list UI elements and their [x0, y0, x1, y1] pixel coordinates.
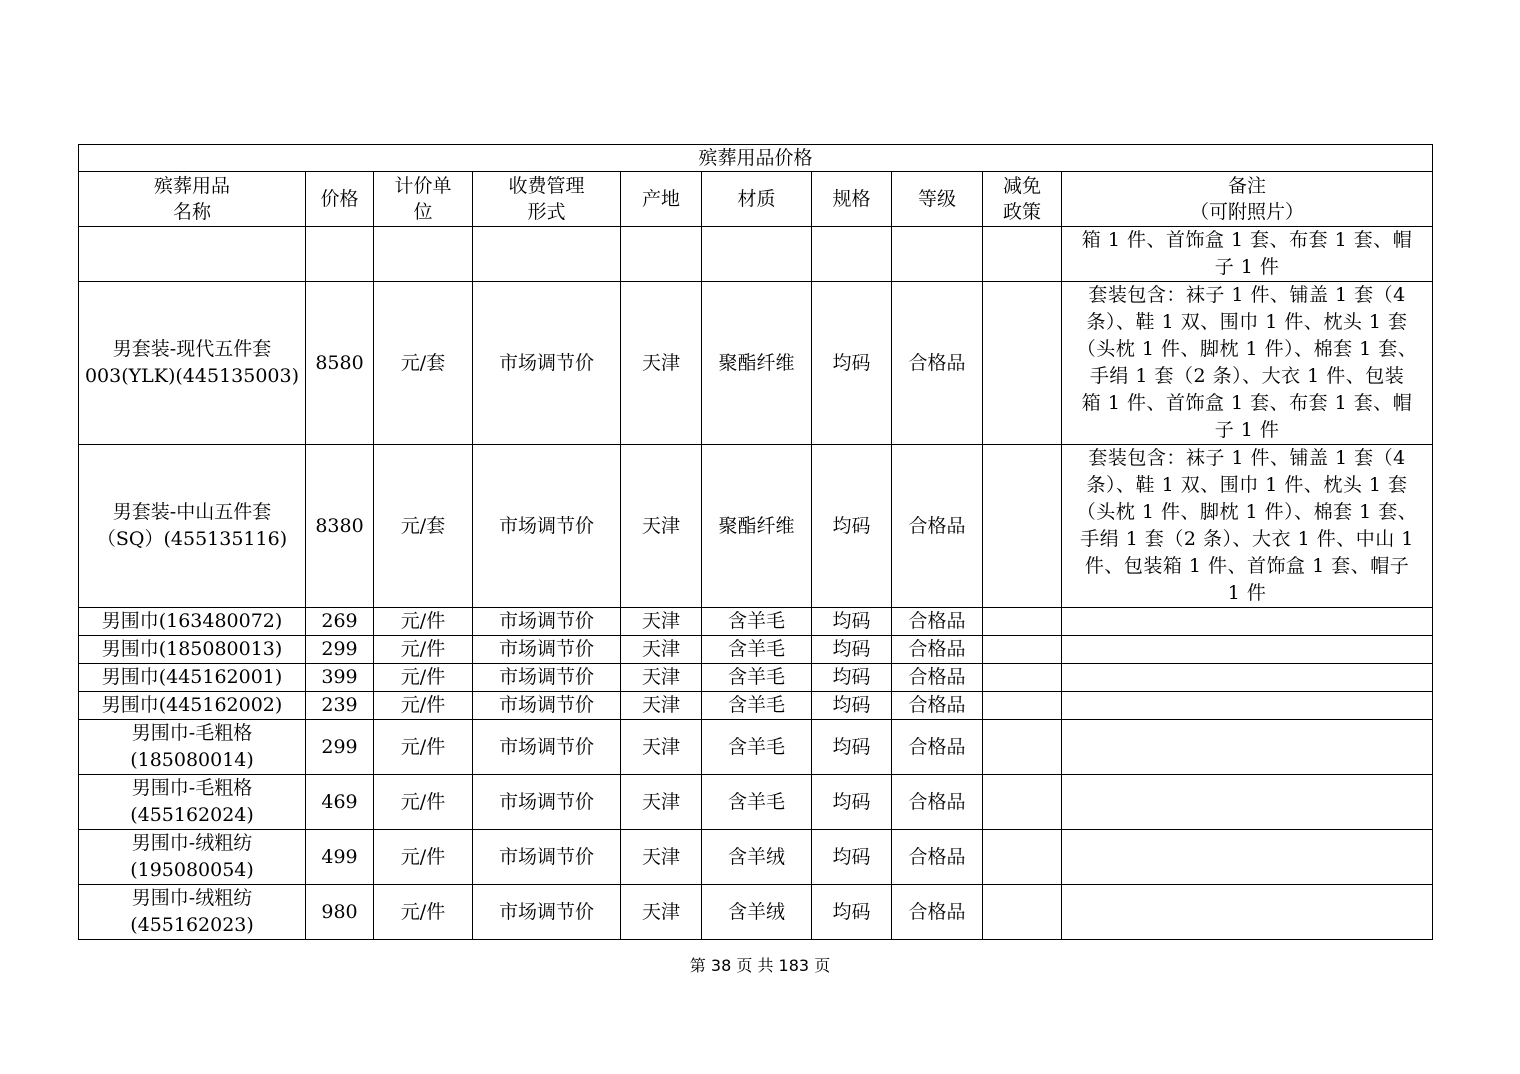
cell-origin: 天津	[621, 282, 702, 445]
cell-unit: 元/件	[374, 830, 473, 885]
cell-grade: 合格品	[892, 445, 983, 608]
cell-material: 含羊绒	[702, 885, 812, 940]
cell-spec: 均码	[812, 445, 892, 608]
cell-unit: 元/套	[374, 445, 473, 608]
table-row	[79, 608, 1433, 636]
cell-material: 含羊毛	[702, 664, 812, 692]
cell-material	[702, 227, 812, 282]
cell-price: 399	[306, 664, 374, 692]
cell-spec: 均码	[812, 664, 892, 692]
cell-grade: 合格品	[892, 636, 983, 664]
cell-policy	[983, 445, 1062, 608]
cell-material: 含羊毛	[702, 608, 812, 636]
cell-note	[1062, 830, 1433, 885]
cell-management: 市场调节价	[473, 720, 621, 775]
cell-spec	[812, 227, 892, 282]
cell-management	[473, 227, 621, 282]
cell-management: 市场调节价	[473, 445, 621, 608]
cell-management: 市场调节价	[473, 830, 621, 885]
cell-price: 269	[306, 608, 374, 636]
cell-origin: 天津	[621, 636, 702, 664]
table-row	[79, 445, 1433, 608]
cell-price: 980	[306, 885, 374, 940]
cell-policy	[983, 227, 1062, 282]
cell-name: 男围巾(185080013)	[79, 636, 306, 664]
cell-origin: 天津	[621, 830, 702, 885]
page-footer	[0, 953, 1520, 976]
cell-name: 男围巾(445162002)	[79, 692, 306, 720]
header-grade: 等级	[892, 172, 983, 227]
cell-material: 聚酯纤维	[702, 282, 812, 445]
table-row	[79, 227, 1433, 282]
price-table	[78, 144, 1433, 940]
cell-origin: 天津	[621, 885, 702, 940]
cell-grade: 合格品	[892, 692, 983, 720]
cell-note	[1062, 664, 1433, 692]
cell-origin: 天津	[621, 775, 702, 830]
cell-material: 聚酯纤维	[702, 445, 812, 608]
cell-origin: 天津	[621, 692, 702, 720]
table-row	[79, 720, 1433, 775]
cell-material: 含羊毛	[702, 720, 812, 775]
cell-grade: 合格品	[892, 664, 983, 692]
cell-policy	[983, 885, 1062, 940]
cell-material: 含羊毛	[702, 692, 812, 720]
cell-price: 8380	[306, 445, 374, 608]
table-title: 殡葬用品价格	[79, 145, 1433, 172]
cell-origin: 天津	[621, 445, 702, 608]
cell-management: 市场调节价	[473, 692, 621, 720]
cell-note	[1062, 775, 1433, 830]
table-row	[79, 775, 1433, 830]
table-row	[79, 692, 1433, 720]
cell-policy	[983, 282, 1062, 445]
cell-policy	[983, 830, 1062, 885]
cell-name: 男套装-中山五件套 （SQ）(455135116)	[79, 445, 306, 608]
cell-name: 男围巾-毛粗格 (455162024)	[79, 775, 306, 830]
cell-name	[79, 227, 306, 282]
cell-policy	[983, 664, 1062, 692]
cell-unit: 元/套	[374, 282, 473, 445]
cell-spec: 均码	[812, 282, 892, 445]
cell-policy	[983, 608, 1062, 636]
table-header-row	[79, 172, 1433, 227]
cell-note	[1062, 636, 1433, 664]
cell-unit: 元/件	[374, 636, 473, 664]
cell-price: 469	[306, 775, 374, 830]
header-origin: 产地	[621, 172, 702, 227]
cell-note	[1062, 720, 1433, 775]
cell-management: 市场调节价	[473, 885, 621, 940]
cell-policy	[983, 775, 1062, 830]
cell-grade: 合格品	[892, 775, 983, 830]
cell-origin	[621, 227, 702, 282]
cell-price	[306, 227, 374, 282]
header-material: 材质	[702, 172, 812, 227]
cell-grade: 合格品	[892, 830, 983, 885]
cell-unit: 元/件	[374, 664, 473, 692]
cell-management: 市场调节价	[473, 282, 621, 445]
cell-unit: 元/件	[374, 775, 473, 830]
cell-management: 市场调节价	[473, 775, 621, 830]
table-row	[79, 636, 1433, 664]
cell-price: 8580	[306, 282, 374, 445]
cell-management: 市场调节价	[473, 636, 621, 664]
cell-name: 男套装-现代五件套 003(YLK)(445135003)	[79, 282, 306, 445]
cell-note	[1062, 608, 1433, 636]
cell-grade: 合格品	[892, 885, 983, 940]
table-row	[79, 830, 1433, 885]
cell-spec: 均码	[812, 720, 892, 775]
cell-material: 含羊毛	[702, 775, 812, 830]
header-price: 价格	[306, 172, 374, 227]
cell-policy	[983, 636, 1062, 664]
cell-note	[1062, 692, 1433, 720]
cell-grade: 合格品	[892, 608, 983, 636]
cell-note: 套装包含：袜子 1 件、铺盖 1 套（4 条）、鞋 1 双、围巾 1 件、枕头 1 套 （头枕 1 件、脚枕 1 件）、棉套 1 套、 手绢 1 套（2 条）、大衣 1 件、包装 箱 1 件、首饰盒 1 套、布套 1 套、帽 子 1 件	[1062, 282, 1433, 445]
table-row	[79, 282, 1433, 445]
cell-grade: 合格品	[892, 282, 983, 445]
header-spec: 规格	[812, 172, 892, 227]
table-row	[79, 885, 1433, 940]
cell-name: 男围巾-毛粗格 (185080014)	[79, 720, 306, 775]
cell-name: 男围巾-绒粗纺 (195080054)	[79, 830, 306, 885]
cell-price: 299	[306, 720, 374, 775]
cell-grade	[892, 227, 983, 282]
cell-policy	[983, 720, 1062, 775]
cell-unit: 元/件	[374, 608, 473, 636]
cell-unit: 元/件	[374, 885, 473, 940]
cell-unit	[374, 227, 473, 282]
cell-price: 299	[306, 636, 374, 664]
header-policy: 减免 政策	[983, 172, 1062, 227]
footer-suffix: 页	[814, 956, 831, 975]
cell-price: 239	[306, 692, 374, 720]
cell-spec: 均码	[812, 608, 892, 636]
cell-policy	[983, 692, 1062, 720]
header-name: 殡葬用品 名称	[79, 172, 306, 227]
cell-unit: 元/件	[374, 720, 473, 775]
total-page-number: 183	[778, 956, 810, 975]
current-page-number: 38	[710, 956, 732, 975]
header-unit: 计价单 位	[374, 172, 473, 227]
cell-material: 含羊绒	[702, 830, 812, 885]
cell-spec: 均码	[812, 636, 892, 664]
cell-name: 男围巾(445162001)	[79, 664, 306, 692]
cell-management: 市场调节价	[473, 664, 621, 692]
footer-prefix: 第	[689, 956, 706, 975]
table-row	[79, 664, 1433, 692]
cell-price: 499	[306, 830, 374, 885]
cell-name: 男围巾-绒粗纺 (455162023)	[79, 885, 306, 940]
cell-origin: 天津	[621, 664, 702, 692]
header-management: 收费管理 形式	[473, 172, 621, 227]
cell-spec: 均码	[812, 885, 892, 940]
cell-spec: 均码	[812, 775, 892, 830]
cell-note	[1062, 885, 1433, 940]
cell-spec: 均码	[812, 692, 892, 720]
cell-origin: 天津	[621, 720, 702, 775]
cell-spec: 均码	[812, 830, 892, 885]
cell-grade: 合格品	[892, 720, 983, 775]
footer-middle: 页 共	[736, 956, 774, 975]
cell-note: 箱 1 件、首饰盒 1 套、布套 1 套、帽 子 1 件	[1062, 227, 1433, 282]
cell-origin: 天津	[621, 608, 702, 636]
table-title-row	[79, 145, 1433, 172]
cell-material: 含羊毛	[702, 636, 812, 664]
header-note: 备注 （可附照片）	[1062, 172, 1433, 227]
cell-note: 套装包含：袜子 1 件、铺盖 1 套（4 条）、鞋 1 双、围巾 1 件、枕头 1 套 （头枕 1 件、脚枕 1 件）、棉套 1 套、 手绢 1 套（2 条）、大衣 1 件、中山 1 件、包装箱 1 件、首饰盒 1 套、帽子 1 件	[1062, 445, 1433, 608]
cell-name: 男围巾(163480072)	[79, 608, 306, 636]
cell-management: 市场调节价	[473, 608, 621, 636]
cell-unit: 元/件	[374, 692, 473, 720]
